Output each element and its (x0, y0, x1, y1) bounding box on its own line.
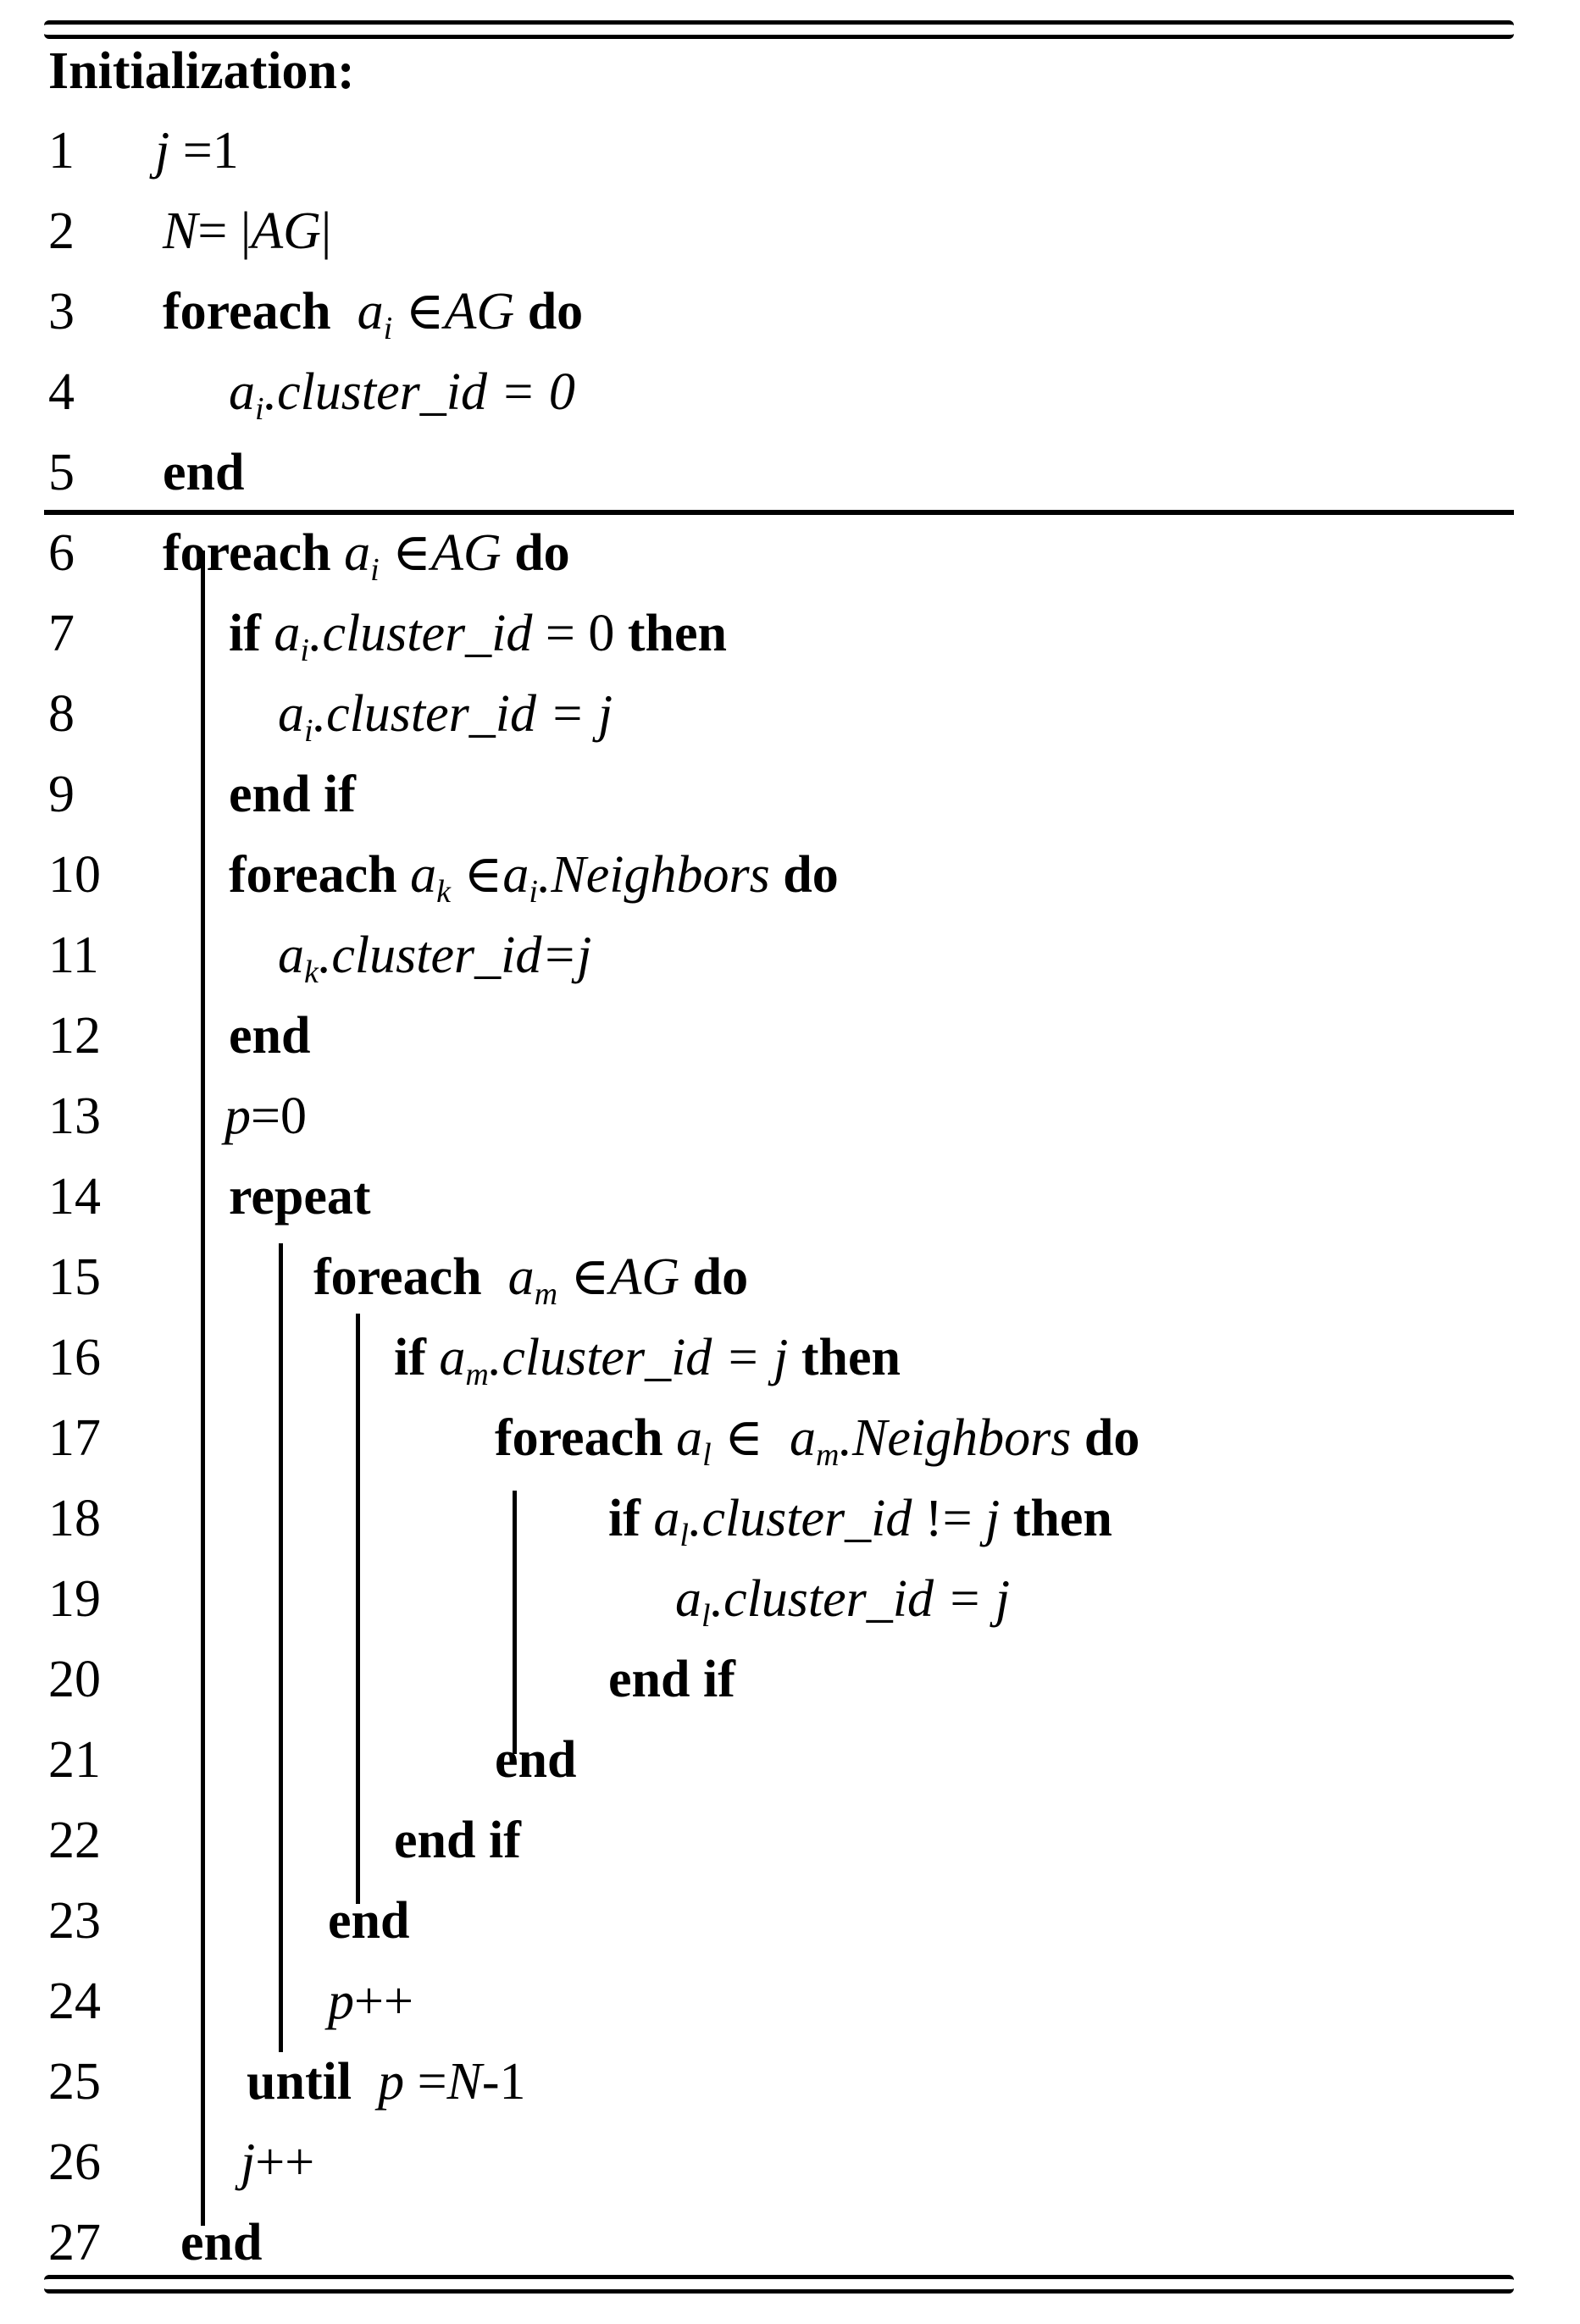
scope-bar-inner-foreach (356, 1314, 360, 1904)
keyword: end (229, 1007, 311, 1065)
line-number: 15 (48, 1248, 101, 1306)
keyword: then (1000, 1490, 1112, 1547)
expression: AG (444, 283, 515, 340)
code-text (163, 517, 570, 589)
subscript: i (383, 311, 393, 346)
expression: a (640, 1490, 680, 1547)
expression: .cluster_id = j (313, 685, 613, 743)
keyword: do (769, 846, 839, 904)
subscript: i (300, 633, 309, 668)
line-number: 27 (48, 2214, 101, 2271)
keyword: end if (608, 1651, 735, 1708)
code-text (163, 276, 583, 347)
line-number: 3 (48, 283, 75, 340)
expression: a (481, 1248, 535, 1306)
code-text (180, 2207, 262, 2278)
keyword: end if (394, 1812, 521, 1869)
expression: -1 (481, 2053, 526, 2111)
subscript: m (534, 1276, 558, 1312)
code-text (155, 115, 239, 186)
code-text (163, 437, 244, 508)
scope-bar-neighbors-foreach (513, 1491, 517, 1754)
expression: a (278, 685, 304, 743)
code-text (229, 1161, 371, 1232)
keyword: if (608, 1490, 640, 1547)
expression: .Neighbors (839, 1409, 1072, 1467)
line-number: 12 (48, 1007, 101, 1065)
expression: a (396, 846, 437, 904)
code-text (247, 2046, 526, 2117)
line-number: 2 (48, 202, 75, 260)
expression: ∈ (711, 1409, 790, 1467)
expression: | (320, 202, 332, 260)
code-text (278, 920, 591, 991)
line-number: 10 (48, 846, 101, 904)
expression: a (662, 1409, 703, 1467)
subscript: m (816, 1437, 840, 1473)
line-number: 13 (48, 1087, 101, 1145)
keyword: then (627, 605, 728, 662)
subscript: l (702, 1437, 712, 1473)
code-text (241, 2127, 314, 2198)
keyword: end (328, 1892, 410, 1950)
keyword: end (495, 1731, 577, 1789)
keyword: foreach (495, 1409, 663, 1467)
keyword: do (514, 283, 584, 340)
line-number: 26 (48, 2133, 101, 2191)
keyword: foreach (313, 1248, 482, 1306)
expression: ++ (354, 1973, 413, 2030)
code-text (313, 1242, 748, 1313)
line-number: 20 (48, 1651, 101, 1708)
line-number: 25 (48, 2053, 101, 2111)
expression: AG (251, 202, 321, 260)
scope-bar-repeat (279, 1243, 283, 2052)
line-number: 22 (48, 1812, 101, 1869)
keyword: until (247, 2053, 352, 2111)
expression: .cluster_id (688, 1490, 912, 1547)
code-text (163, 196, 331, 267)
line-number: 14 (48, 1168, 101, 1226)
keyword: end if (229, 766, 356, 823)
code-text (229, 357, 575, 428)
line-number: 21 (48, 1731, 101, 1789)
keyword: foreach (163, 283, 331, 340)
expression: a (502, 846, 529, 904)
expression: N (446, 2053, 482, 2111)
subscript: i (370, 552, 380, 588)
expression: =0 (251, 1087, 307, 1145)
expression: ++ (255, 2133, 315, 2191)
initialization-heading: Initialization: (48, 42, 355, 100)
section-divider-rule (44, 510, 1514, 515)
line-number: 6 (48, 524, 75, 582)
expression: AG (609, 1248, 680, 1306)
code-text (225, 1081, 307, 1152)
line-number: 24 (48, 1973, 101, 2030)
expression: ∈ (379, 524, 432, 582)
code-text (608, 1644, 735, 1715)
expression: a (278, 927, 304, 984)
code-text (229, 839, 839, 910)
expression: .cluster_id = j (710, 1570, 1011, 1628)
expression: AG (431, 524, 502, 582)
expression: .cluster_id (308, 605, 533, 662)
expression: a (330, 524, 371, 582)
line-number: 23 (48, 1892, 101, 1950)
expression: a (260, 605, 301, 662)
expression: .cluster_id = 0 (263, 363, 575, 421)
line-number: 9 (48, 766, 75, 823)
expression: = (404, 2053, 447, 2111)
line-number: 17 (48, 1409, 101, 1467)
line-number: 7 (48, 605, 75, 662)
expression: ∈ (450, 846, 503, 904)
expression: j (155, 122, 170, 180)
line-number: 16 (48, 1329, 101, 1386)
expression: j (241, 2133, 256, 2191)
expression: ∈ (392, 283, 445, 340)
subscript: k (436, 874, 451, 910)
bottom-double-rule (44, 2275, 1514, 2294)
line-number: 5 (48, 444, 75, 501)
expression: ∈ (557, 1248, 610, 1306)
scope-bar-outer-foreach (201, 551, 205, 2226)
keyword: do (501, 524, 570, 582)
line-number: 4 (48, 363, 75, 421)
expression: .cluster_id = j (488, 1329, 789, 1386)
expression: N (163, 202, 198, 260)
keyword: repeat (229, 1168, 371, 1226)
code-text (278, 678, 613, 750)
expression: p (352, 2053, 405, 2111)
expression: .Neighbors (537, 846, 770, 904)
keyword: do (679, 1248, 749, 1306)
expression: p (225, 1087, 251, 1145)
subscript: k (304, 955, 319, 990)
code-text (229, 1000, 310, 1071)
keyword: foreach (163, 524, 331, 582)
expression: a (425, 1329, 466, 1386)
keyword: if (394, 1329, 426, 1386)
subscript: i (255, 391, 264, 427)
subscript: l (679, 1518, 689, 1553)
expression: a (790, 1409, 817, 1467)
line-number: 1 (48, 122, 75, 180)
keyword: then (788, 1329, 901, 1386)
expression: = 0 (532, 605, 628, 662)
keyword: do (1071, 1409, 1140, 1467)
line-number: 8 (48, 685, 75, 743)
code-text (229, 598, 727, 669)
expression: != (912, 1490, 986, 1547)
code-text (328, 1966, 413, 2037)
keyword: foreach (229, 846, 397, 904)
subscript: i (529, 874, 538, 910)
expression: = | (197, 202, 252, 260)
expression: .cluster_id=j (318, 927, 592, 984)
code-text (328, 1885, 409, 1956)
code-text (394, 1805, 521, 1876)
code-text (608, 1483, 1112, 1554)
code-text (495, 1403, 1139, 1474)
subscript: i (304, 713, 313, 749)
code-text (495, 1724, 576, 1796)
expression: p (328, 1973, 354, 2030)
expression: a (229, 363, 255, 421)
expression: a (330, 283, 384, 340)
expression: j (985, 1490, 1001, 1547)
code-text (675, 1563, 1010, 1635)
code-text (394, 1322, 901, 1393)
subscript: l (701, 1598, 711, 1634)
line-number: 11 (48, 927, 99, 984)
keyword: end (163, 444, 245, 501)
keyword: if (229, 605, 261, 662)
expression: a (675, 1570, 701, 1628)
line-number: 19 (48, 1570, 101, 1628)
keyword: end (180, 2214, 263, 2271)
line-number: 18 (48, 1490, 101, 1547)
expression: =1 (169, 122, 239, 180)
subscript: m (465, 1357, 489, 1392)
code-text (229, 759, 356, 830)
